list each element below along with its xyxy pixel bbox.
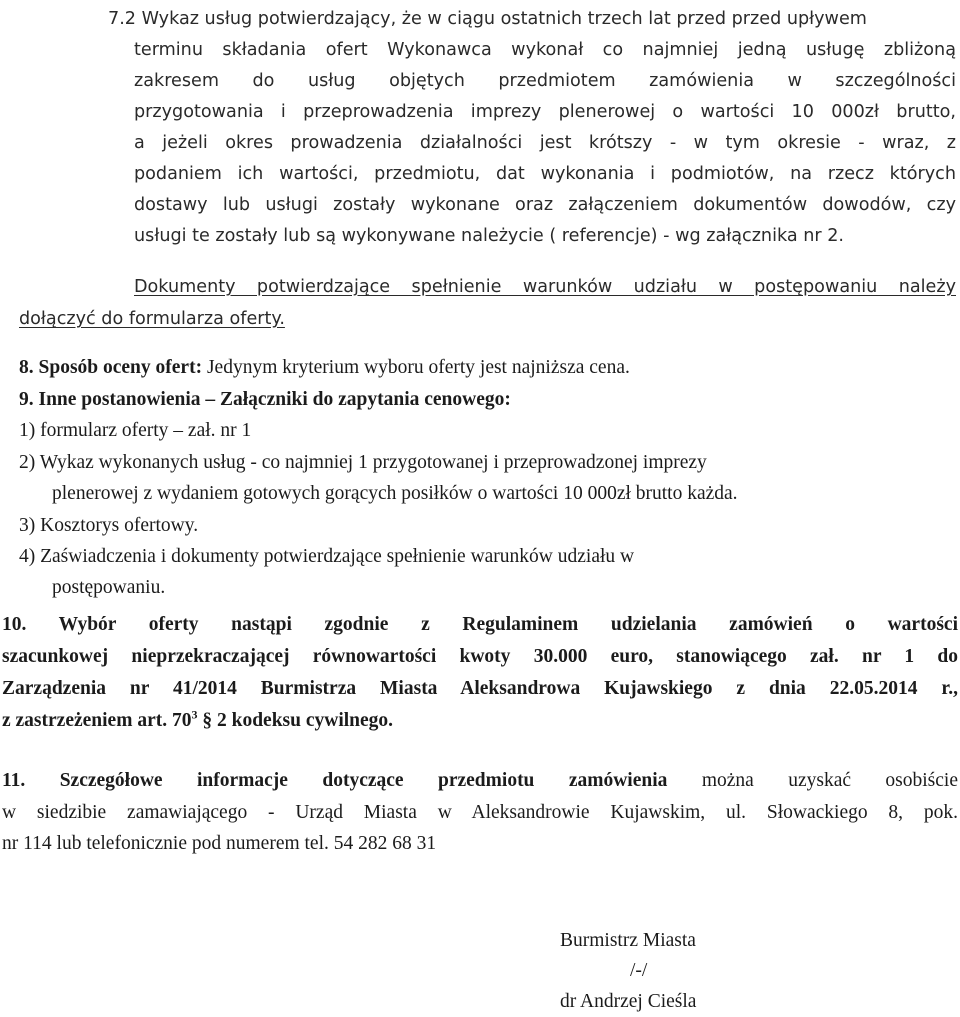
sec9-item-4a: 4) Zaświadczenia i dokumenty potwierdzające spełnienie warunków udziału w [19,546,635,567]
sec72-line-3: zakresem do usług objętych przedmiotem zamówienia w szczególności [134,71,956,91]
sec8-heading: 8. Sposób oceny ofert: [19,357,203,378]
sec9-item-3: 3) Kosztorys ofertowy. [19,515,199,536]
sec72-docs-line-2: dołączyć do formularza oferty. [19,309,285,329]
sec9-item-2a: 2) Wykaz wykonanych usług - co najmniej 1 przygotowanej i przeprowadzonej imprezy [19,452,707,473]
sec72-line-2: terminu składania ofert Wykonawca wykonał co najmniej jedną usługę zbliżoną [134,40,956,60]
sec10-line-3: Zarządzenia nr 41/2014 Burmistrza Miasta Aleksandrowa Kujawskiego z dnia 22.05.2014 r., [2,678,958,699]
sec8-line [19,355,630,381]
superscript: 3 [191,707,198,722]
sec72-line-1: 7.2 Wykaz usług potwierdzający, że w ciągu ostatnich trzech lat przed przed upływem [108,9,867,29]
sec11-heading: 11. Szczegółowe informacje dotyczące przedmiotu zamówienia [2,770,668,791]
sec10-line-4: z zastrzeżeniem art. $70^3$ § 2 kodeksu cywilnego. [2,707,394,731]
sec9-title: 9. Inne postanowienia – Załączniki do zapytania cenowego: [19,389,511,410]
sec72-docs-line-1: Dokumenty potwierdzające spełnienie warunków udziału w postępowaniu należy [134,277,956,297]
sec10-line-2: szacunkowej nieprzekraczającej równowartości kwoty 30.000 euro, stanowiącego zał. nr 1 do [2,646,958,667]
sec72-line-8: usługi te zostały lub są wykonywane należycie ( referencje) - wg załącznika nr 2. [134,226,844,246]
sec11-line-3: nr 114 lub telefonicznie pod numerem tel. 54 282 68 31 [2,833,437,854]
sec8-text: Jedynym kryterium wyboru oferty jest najniższa cena. [206,357,630,378]
sec11-line-1: 11. Szczegółowe informacje dotyczące przedmiotu zamówienia można uzyskać osobiście [2,770,958,791]
sec72-line-4: przygotowania i przeprowadzenia imprezy plenerowej o wartości 10 000zł brutto, [134,102,956,122]
sec72-line-7: dostawy lub usługi zostały wykonane oraz załączeniem dokumentów dowodów, czy [134,195,956,215]
sec9-item-1: 1) formularz oferty – zał. nr 1 [19,420,252,441]
sec72-line-6: podaniem ich wartości, przedmiotu, dat wykonania i podmiotów, na rzecz których [134,164,956,184]
signature-name: dr Andrzej Cieśla [560,991,697,1012]
sec11-line-2: w siedzibie zamawiającego - Urząd Miasta w Aleksandrowie Kujawskim, ul. Słowackiego 8, pok. [2,802,958,823]
signature-title: Burmistrz Miasta [560,930,696,951]
sec9-item-4b: postępowaniu. [52,577,166,598]
sec72-line-5: a jeżeli okres prowadzenia działalności jest krótszy - w tym okresie - wraz, z [134,133,956,153]
sec10-line-1: 10. Wybór oferty nastąpi zgodnie z Regulaminem udzielania zamówień o wartości [2,614,958,635]
sec9-item-2b: plenerowej z wydaniem gotowych gorących posiłków o wartości 10 000zł brutto każda. [52,483,738,504]
signature-mark: /-/ [630,960,648,981]
